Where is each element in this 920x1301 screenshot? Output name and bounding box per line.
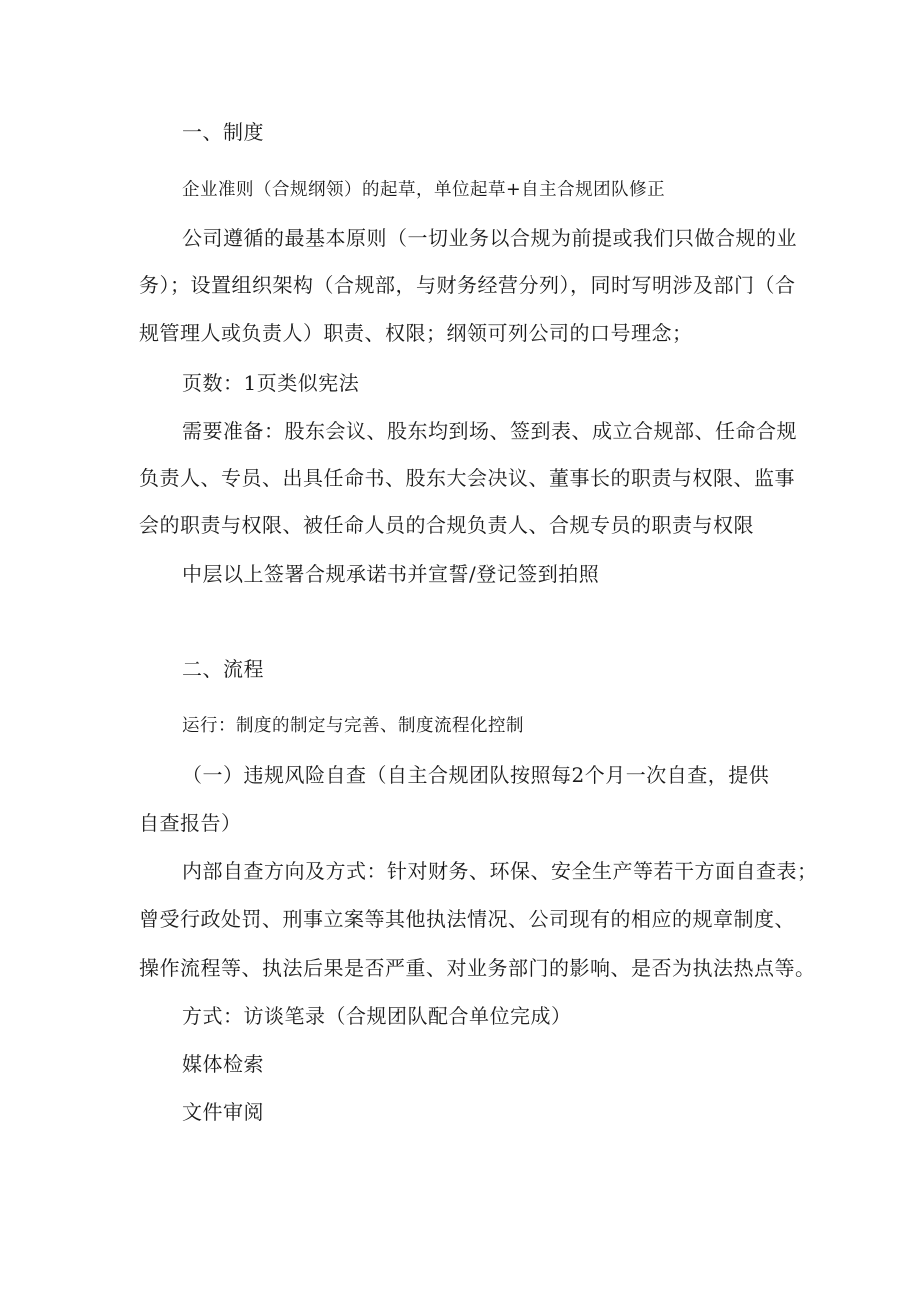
section2-media: 媒体检索: [182, 1052, 264, 1076]
section2-para1-line2: 曾受行政处罚、刑事立案等其他执法情况、公司现有的相应的规章制度、: [139, 907, 795, 931]
section2-subheading: 运行：制度的制定与完善、制度流程化控制: [182, 716, 524, 736]
section1-para3: 中层以上签署合规承诺书并宣誓/登记签到拍照: [182, 562, 600, 586]
section1-heading: 一、制度: [182, 120, 264, 144]
section1-para1-line1: 公司遵循的最基本原则（一切业务以合规为前提或我们只做合规的业: [182, 226, 797, 250]
section1-para1-line3: 规管理人或负责人）职责、权限；纲领可列公司的口号理念；: [139, 321, 693, 345]
section1-para1-line2: 务）；设置组织架构（合规部，与财务经营分列），同时写明涉及部门（合: [139, 273, 796, 297]
section1-subheading: 企业准则（合规纲领）的起草，单位起草+自主合规团队修正: [182, 180, 666, 200]
section1-para2-line2: 负责人、专员、出具任命书、股东大会决议、董事长的职责与权限、监事: [139, 466, 795, 490]
section1-pages: 页数：1页类似宪法: [182, 371, 360, 395]
section1-para2-line1: 需要准备：股东会议、股东均到场、签到表、成立合规部、任命合规: [182, 419, 797, 443]
section2-docs: 文件审阅: [182, 1100, 264, 1124]
section1-para2-line3: 会的职责与权限、被任命人员的合规负责人、合规专员的职责与权限: [139, 513, 754, 537]
section2-item1-line2: 自查报告）: [139, 811, 242, 835]
section2-item1-line1: （一）违规风险自查（自主合规团队按照每2个月一次自查，提供: [182, 763, 770, 787]
section2-method: 方式：访谈笔录（合规团队配合单位完成）: [182, 1004, 572, 1028]
section2-heading: 二、流程: [182, 657, 264, 681]
section2-para1-line1: 内部自查方向及方式：针对财务、环保、安全生产等若干方面自查表；: [182, 859, 818, 883]
section2-para1-line3: 操作流程等、执法后果是否严重、对业务部门的影响、是否为执法热点等。: [139, 956, 816, 980]
